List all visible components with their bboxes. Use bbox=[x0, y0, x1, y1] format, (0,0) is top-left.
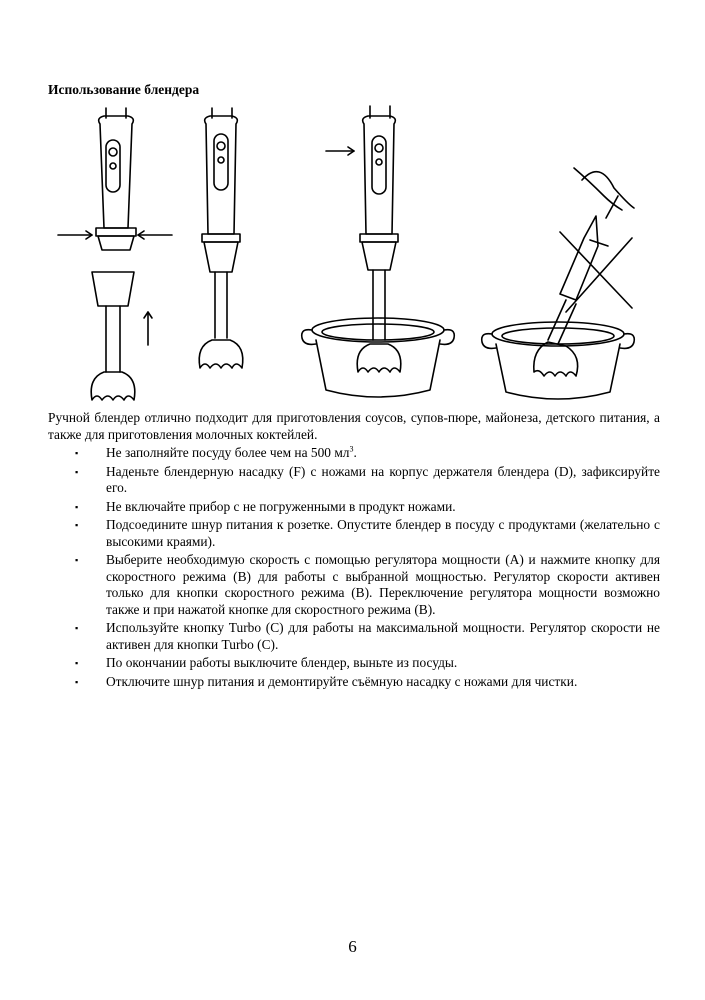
blender-usage-illustration bbox=[0, 100, 705, 410]
bullet-marker: ▪ bbox=[75, 501, 79, 512]
figure-blender-in-bowl bbox=[302, 106, 455, 397]
list-item-tail: . bbox=[353, 445, 357, 460]
figure-assembled bbox=[199, 108, 243, 368]
list-item bbox=[48, 655, 660, 672]
bullet-marker: ▪ bbox=[75, 466, 79, 477]
list-item-text: Используйте кнопку Turbo (C) для работы на максимальной мощности. Регулятор скорости не активен для кнопки Turbo (C). bbox=[106, 620, 660, 652]
figure-wrong-usage bbox=[482, 168, 635, 399]
list-item-text: По окончании работы выключите блендер, выньте из посуды. bbox=[106, 655, 458, 670]
list-item bbox=[48, 517, 660, 550]
section-heading: Использование блендера bbox=[48, 82, 200, 97]
list-item-text: Не включайте прибор с не погруженными в продукт ножами. bbox=[106, 498, 456, 514]
bullet-marker: ▪ bbox=[75, 676, 79, 687]
list-item bbox=[48, 674, 660, 691]
bullet-marker: ▪ bbox=[75, 555, 79, 565]
list-item bbox=[48, 620, 660, 653]
intro-paragraph: Ручной блендер отлично подходит для приготовления соусов, супов-пюре, майонеза, детского питания, а также для приготовления молочных коктейлей. bbox=[48, 410, 660, 442]
list-item-text: Отключите шнур питания и демонтируйте съёмную насадку с ножами для чистки. bbox=[106, 673, 578, 689]
bullet-marker: ▪ bbox=[75, 448, 79, 458]
list-item bbox=[48, 445, 660, 462]
list-item-text: Выберите необходимую скорость с помощью регулятора мощности (A) и нажмите кнопку для скоростного режима (B) для работы с выбранной мощностью. Регулятор скорости активен только для кнопки скоростного режима (B). Переключение регулятора мощности возможно также и при нажатой кнопке для скоростного режима (B). bbox=[106, 552, 660, 617]
list-item-text: Подсоедините шнур питания к розетке. Опустите блендер в посуду с продуктами (желательно с высокими краями). bbox=[106, 517, 660, 549]
bullet-marker: ▪ bbox=[75, 658, 79, 668]
list-item-text: Наденьте блендерную насадку (F) с ножами на корпус держателя блендера (D), зафиксируйте его. bbox=[106, 463, 660, 495]
instruction-list bbox=[48, 445, 660, 692]
bullet-marker: ▪ bbox=[75, 623, 79, 633]
list-item bbox=[48, 464, 660, 497]
list-item bbox=[48, 552, 660, 618]
superscript: 3 bbox=[349, 444, 354, 454]
bullet-marker: ▪ bbox=[75, 520, 79, 530]
figure-attach-nozzle bbox=[58, 108, 172, 400]
page-number: 6 bbox=[348, 937, 357, 956]
list-item bbox=[48, 499, 660, 516]
list-item-text: Не заполняйте посуду более чем на 500 мл bbox=[106, 445, 350, 460]
